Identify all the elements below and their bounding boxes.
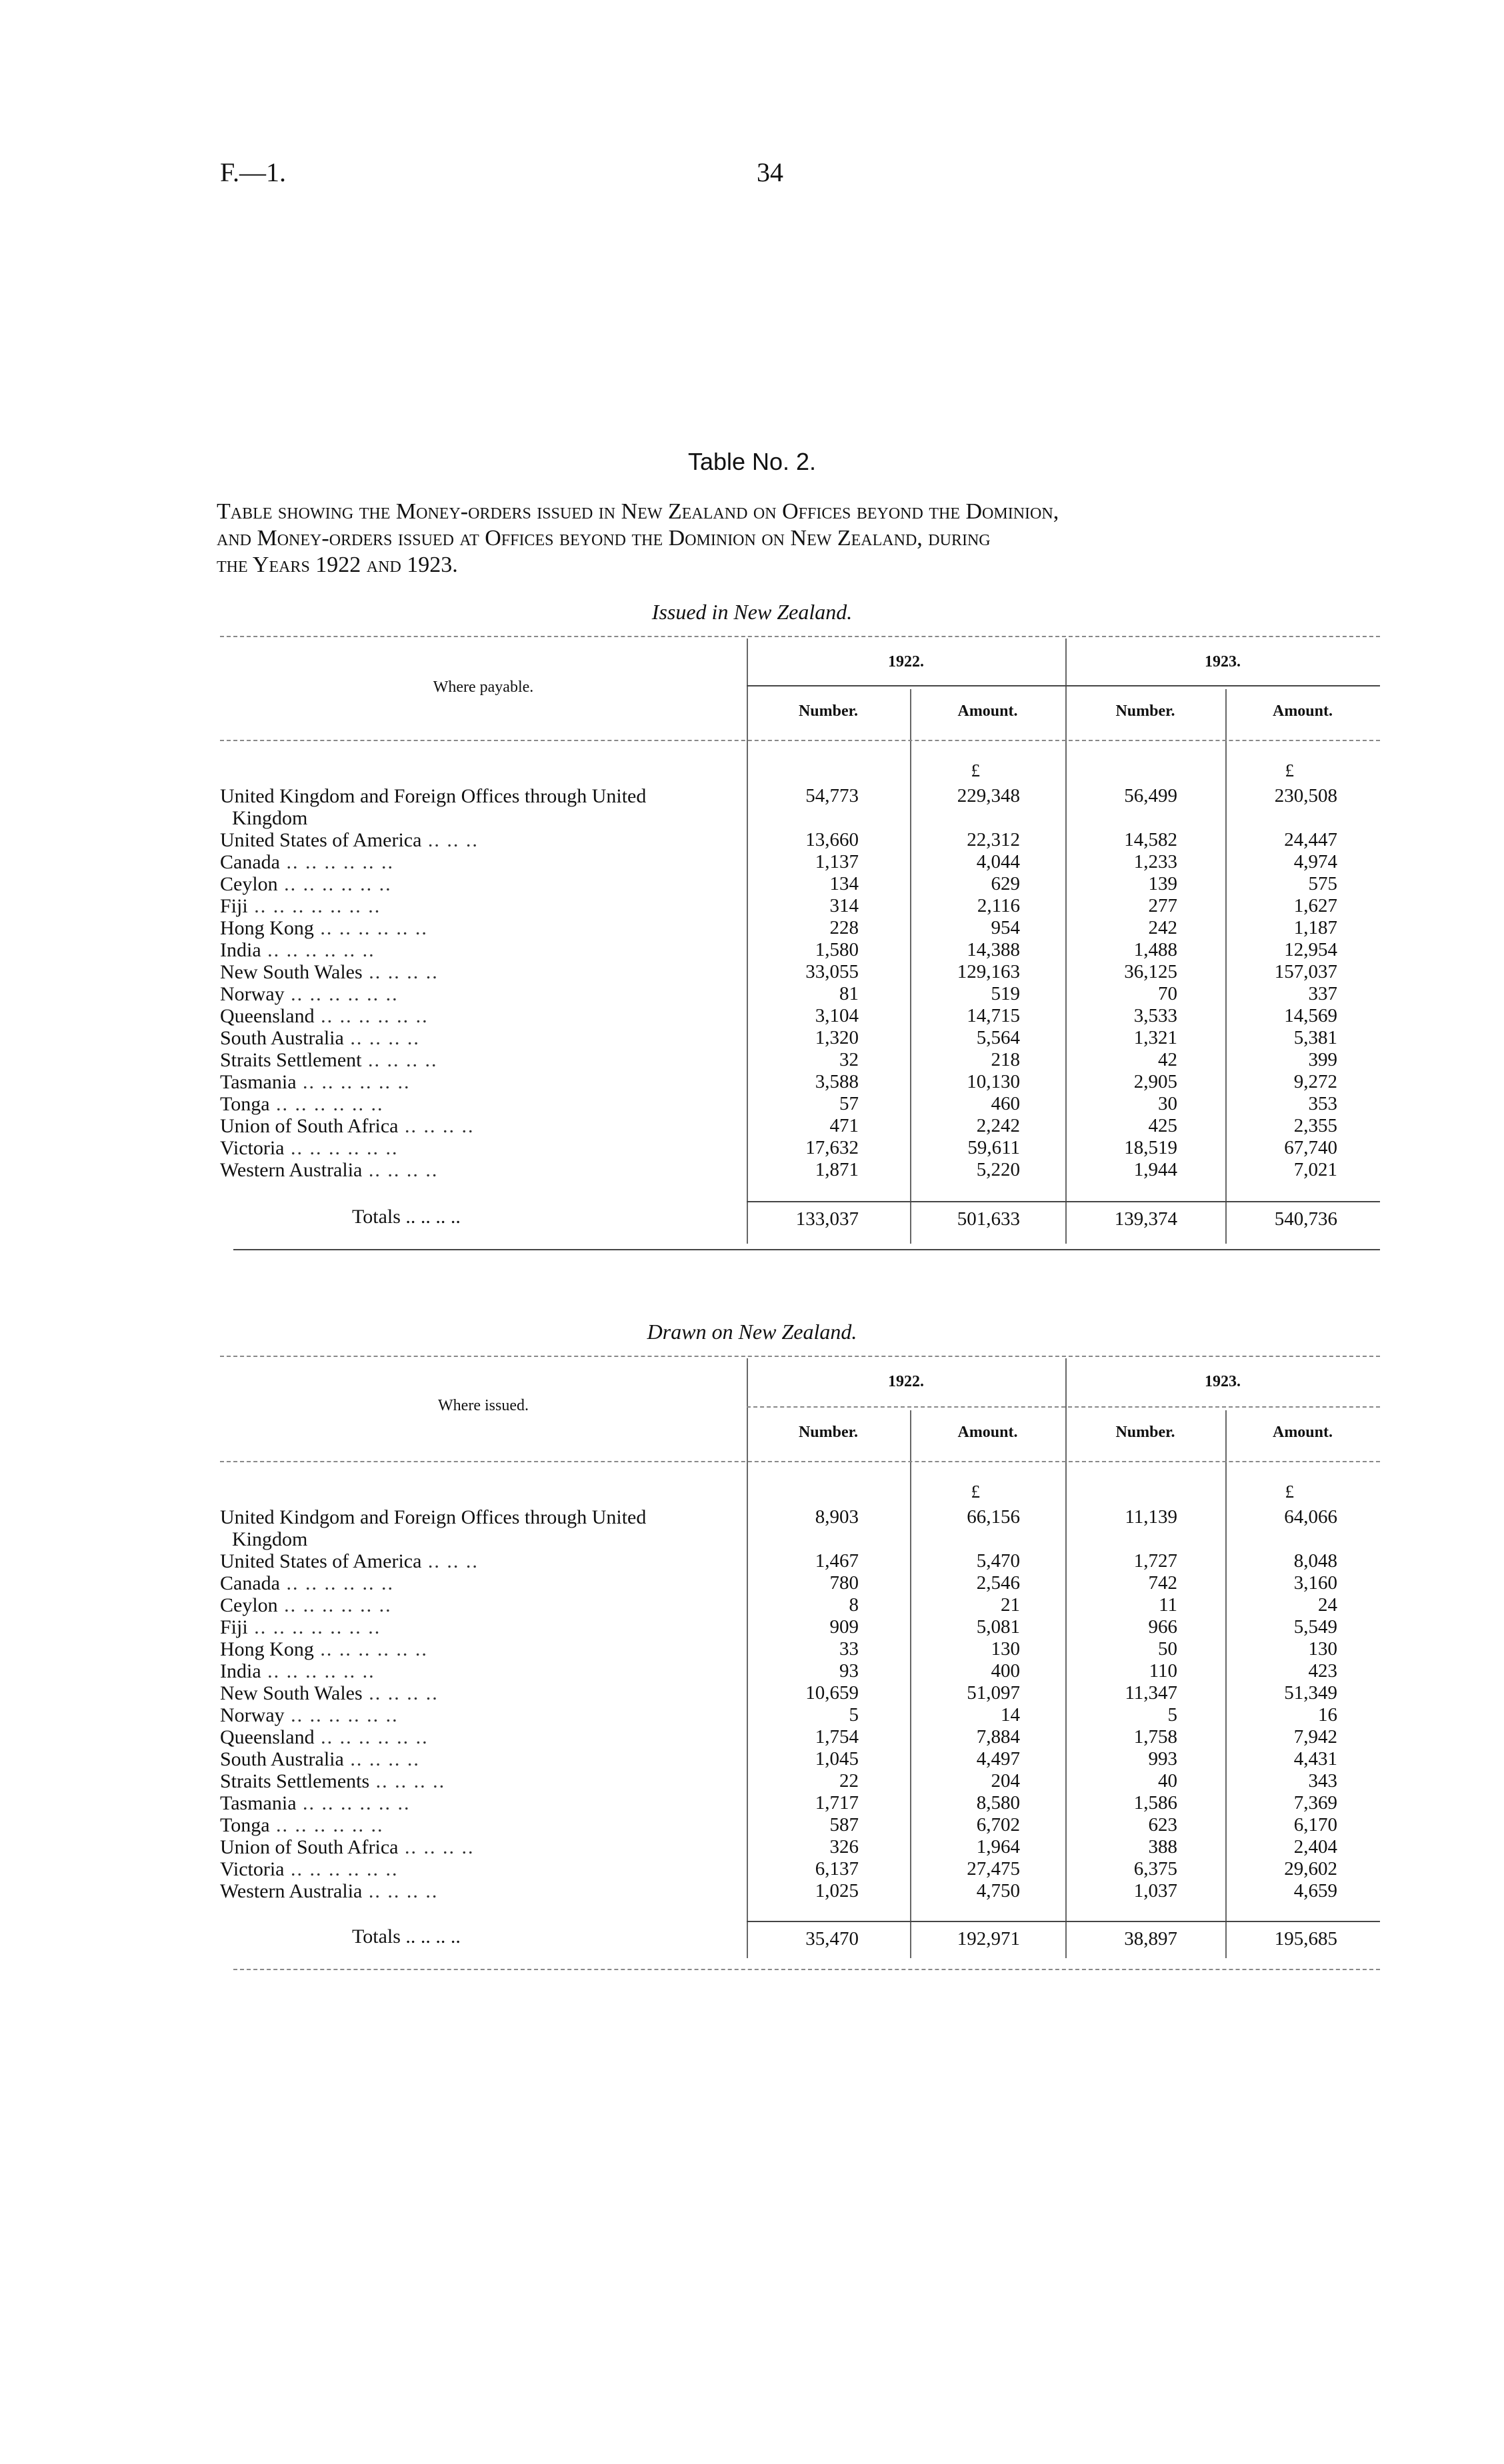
table-cell: 17,632 [805, 1137, 859, 1158]
table-cell: 4,659 [1293, 1880, 1337, 1901]
table-cell: 66,156 [967, 1506, 1020, 1528]
table-cell: 2,116 [977, 895, 1020, 916]
row-label: Tonga .. .. .. .. .. .. [220, 1093, 384, 1115]
table-cell: 229,348 [957, 785, 1020, 806]
table-cell: 24,447 [1284, 829, 1337, 850]
row-label: Western Australia .. .. .. .. [220, 1880, 439, 1902]
col-number-1922: Number. [798, 702, 859, 720]
col-number-1922: Number. [798, 1424, 859, 1441]
table-cell: 64,066 [1284, 1506, 1337, 1528]
totals-top-rule [747, 1201, 1380, 1202]
table-cell: 3,588 [815, 1071, 859, 1092]
totals-label: Totals .. .. .. .. [352, 1925, 461, 1947]
row-label: New South Wales .. .. .. .. [220, 961, 439, 983]
table-cell: 1,717 [815, 1792, 859, 1814]
header-bottom-rule [220, 740, 1380, 741]
table-cell: 4,750 [976, 1880, 1020, 1901]
table-cell: 42 [1158, 1049, 1177, 1070]
row-label: South Australia .. .. .. .. [220, 1748, 420, 1770]
table-cell: 780 [829, 1572, 859, 1594]
table-cell: 1,944 [1133, 1159, 1177, 1180]
table-caption [217, 499, 1380, 579]
table-cell: 7,021 [1293, 1159, 1337, 1180]
row-label: United Kindgom and Foreign Offices through United Kingdom [220, 1506, 647, 1550]
table-cell: 3,160 [1293, 1572, 1337, 1594]
table-cell: 1,871 [815, 1159, 859, 1180]
where-issued-header: Where issued. [438, 1397, 529, 1414]
table-cell: 40 [1158, 1770, 1177, 1792]
total-amount-1923: 540,736 [1274, 1208, 1337, 1230]
pound-sign: £ [1285, 760, 1294, 780]
table-cell: 314 [829, 895, 859, 916]
page-number: 34 [757, 157, 783, 187]
table-cell: 587 [829, 1814, 859, 1836]
row-label: Union of South Africa .. .. .. .. [220, 1836, 475, 1858]
pound-sign: £ [971, 1482, 980, 1502]
total-amount-1923: 195,685 [1274, 1928, 1337, 1949]
table-cell: 1,025 [815, 1880, 859, 1901]
row-label: Canada .. .. .. .. .. .. [220, 1572, 394, 1594]
table-cell: 54,773 [805, 785, 859, 806]
table-cell: 2,355 [1293, 1115, 1337, 1136]
table-cell: 423 [1308, 1660, 1337, 1682]
row-label: Hong Kong .. .. .. .. .. .. [220, 1638, 428, 1660]
table-cell: 18,519 [1124, 1137, 1177, 1158]
row-label: Canada .. .. .. .. .. .. [220, 851, 394, 873]
table-cell: 2,242 [976, 1115, 1020, 1136]
table-cell: 4,974 [1293, 851, 1337, 872]
table-cell: 24 [1318, 1594, 1337, 1616]
row-label: Ceylon .. .. .. .. .. .. [220, 1594, 392, 1616]
row-label: Straits Settlements .. .. .. .. [220, 1770, 446, 1792]
table-cell: 6,702 [976, 1814, 1020, 1836]
row-label: Norway .. .. .. .. .. .. [220, 1704, 399, 1726]
row-label: Queensland .. .. .. .. .. .. [220, 1005, 429, 1027]
pound-sign: £ [971, 760, 980, 780]
row-label: Tasmania .. .. .. .. .. .. [220, 1071, 411, 1093]
year-header-1923: 1923. [1205, 1373, 1241, 1390]
table-cell: 33,055 [805, 961, 859, 982]
table-cell: 5,081 [976, 1616, 1020, 1638]
table-bottom-rule [233, 1249, 1380, 1250]
table-cell: 157,037 [1274, 961, 1337, 982]
table-cell: 6,375 [1133, 1858, 1177, 1879]
year-header-rule [747, 685, 1380, 686]
table-cell: 5 [849, 1704, 859, 1726]
table-cell: 21 [1001, 1594, 1020, 1616]
col-number-1923: Number. [1115, 702, 1175, 720]
table-cell: 2,905 [1133, 1071, 1177, 1092]
caption-line: the Years 1922 and 1923. [217, 553, 458, 577]
table-cell: 1,758 [1133, 1726, 1177, 1748]
page-reference: F.—1. [220, 157, 287, 187]
table-cell: 14,715 [967, 1005, 1020, 1026]
table-cell: 326 [829, 1836, 859, 1857]
table-cell: 11 [1159, 1594, 1177, 1616]
table-cell: 67,740 [1284, 1137, 1337, 1158]
table-cell: 388 [1148, 1836, 1177, 1857]
table-cell: 742 [1148, 1572, 1177, 1594]
table-cell: 5,564 [976, 1027, 1020, 1048]
row-label: New South Wales .. .. .. .. [220, 1682, 439, 1704]
table-cell: 130 [1308, 1638, 1337, 1660]
table-cell: 8,580 [976, 1792, 1020, 1814]
total-number-1923: 38,897 [1124, 1928, 1177, 1949]
row-label: South Australia .. .. .. .. [220, 1027, 420, 1049]
year-header-1923: 1923. [1205, 653, 1241, 670]
table-cell: 1,320 [815, 1027, 859, 1048]
table-cell: 7,369 [1293, 1792, 1337, 1814]
total-number-1922: 35,470 [805, 1928, 859, 1949]
row-label: Victoria .. .. .. .. .. .. [220, 1858, 399, 1880]
row-label: Fiji .. .. .. .. .. .. .. [220, 895, 381, 917]
table-cell: 1,137 [815, 851, 859, 872]
table-cell: 343 [1308, 1770, 1337, 1792]
table-cell: 1,627 [1293, 895, 1337, 916]
table-cell: 460 [991, 1093, 1020, 1114]
totals-top-rule [747, 1921, 1380, 1922]
table-cell: 11,347 [1125, 1682, 1177, 1704]
table-cell: 5,470 [976, 1550, 1020, 1572]
table-top-rule [220, 636, 1380, 637]
table-cell: 3,104 [815, 1005, 859, 1026]
table-cell: 134 [829, 873, 859, 894]
where-payable-header: Where payable. [433, 678, 534, 696]
table-cell: 139 [1148, 873, 1177, 894]
table-cell: 29,602 [1284, 1858, 1337, 1879]
table-cell: 5,549 [1293, 1616, 1337, 1638]
table-cell: 110 [1149, 1660, 1177, 1682]
table-cell: 30 [1158, 1093, 1177, 1114]
row-label: Queensland .. .. .. .. .. .. [220, 1726, 429, 1748]
table-cell: 400 [991, 1660, 1020, 1682]
row-label: United States of America .. .. .. [220, 1550, 479, 1572]
table-cell: 1,321 [1133, 1027, 1177, 1048]
table-cell: 399 [1308, 1049, 1337, 1070]
row-label: India .. .. .. .. .. .. [220, 1660, 375, 1682]
year-header-1922: 1922. [888, 653, 924, 670]
table-cell: 1,187 [1293, 917, 1337, 938]
table-cell: 56,499 [1124, 785, 1177, 806]
table-cell: 130 [991, 1638, 1020, 1660]
row-label: Norway .. .. .. .. .. .. [220, 983, 399, 1005]
table-cell: 6,137 [815, 1858, 859, 1879]
table-cell: 7,942 [1293, 1726, 1337, 1748]
row-label: Hong Kong .. .. .. .. .. .. [220, 917, 428, 939]
table-cell: 425 [1148, 1115, 1177, 1136]
table-cell: 5 [1167, 1704, 1177, 1726]
row-label: United States of America .. .. .. [220, 829, 479, 851]
row-label: Tonga .. .. .. .. .. .. [220, 1814, 384, 1836]
col-amount-1922: Amount. [957, 702, 1018, 720]
table-bottom-rule [233, 1969, 1380, 1970]
table-cell: 1,754 [815, 1726, 859, 1748]
header-bottom-rule [220, 1461, 1380, 1462]
row-label: India .. .. .. .. .. .. [220, 939, 375, 961]
table-cell: 16 [1318, 1704, 1337, 1726]
table-cell: 230,508 [1274, 785, 1337, 806]
table-cell: 70 [1158, 983, 1177, 1004]
table-cell: 14,388 [967, 939, 1020, 960]
table-cell: 277 [1148, 895, 1177, 916]
table-cell: 13,660 [805, 829, 859, 850]
total-number-1923: 139,374 [1114, 1208, 1177, 1230]
year-header-rule [747, 1406, 1380, 1408]
table-cell: 36,125 [1124, 961, 1177, 982]
table-cell: 242 [1148, 917, 1177, 938]
table-cell: 8 [849, 1594, 859, 1616]
table-cell: 1,580 [815, 939, 859, 960]
totals-label: Totals .. .. .. .. [352, 1206, 461, 1228]
table-number: Table No. 2. [687, 448, 817, 475]
table-cell: 909 [829, 1616, 859, 1638]
table-cell: 57 [839, 1093, 859, 1114]
table-cell: 59,611 [967, 1137, 1020, 1158]
table-cell: 7,884 [976, 1726, 1020, 1748]
row-label: Fiji .. .. .. .. .. .. .. [220, 1616, 381, 1638]
table-cell: 4,431 [1293, 1748, 1337, 1770]
table-cell: 575 [1308, 873, 1337, 894]
table-cell: 954 [991, 917, 1020, 938]
table-cell: 93 [839, 1660, 859, 1682]
table-cell: 337 [1308, 983, 1337, 1004]
caption-line: Table showing the Money-orders issued in New Zealand on Offices beyond the Dominion, [217, 499, 1059, 524]
table-cell: 10,130 [967, 1071, 1020, 1092]
table-cell: 10,659 [805, 1682, 859, 1704]
table-cell: 1,045 [815, 1748, 859, 1770]
table-cell: 4,044 [976, 851, 1020, 872]
col-amount-1923: Amount. [1272, 702, 1333, 720]
table-cell: 3,533 [1133, 1005, 1177, 1026]
table-cell: 51,349 [1284, 1682, 1337, 1704]
row-label: Victoria .. .. .. .. .. .. [220, 1137, 399, 1159]
table-cell: 966 [1148, 1616, 1177, 1638]
table-cell: 353 [1308, 1093, 1337, 1114]
col-number-1923: Number. [1115, 1424, 1175, 1441]
table-cell: 81 [839, 983, 859, 1004]
table-cell: 228 [829, 917, 859, 938]
table-cell: 6,170 [1293, 1814, 1337, 1836]
table-cell: 14 [1001, 1704, 1020, 1726]
table-cell: 14,569 [1284, 1005, 1337, 1026]
table-cell: 993 [1148, 1748, 1177, 1770]
table-cell: 22,312 [967, 829, 1020, 850]
table-cell: 1,467 [815, 1550, 859, 1572]
table-cell: 218 [991, 1049, 1020, 1070]
table-cell: 1,727 [1133, 1550, 1177, 1572]
table-cell: 51,097 [967, 1682, 1020, 1704]
table-cell: 623 [1148, 1814, 1177, 1836]
row-label: Ceylon .. .. .. .. .. .. [220, 873, 392, 895]
table-cell: 11,139 [1125, 1506, 1177, 1528]
table-cell: 4,497 [976, 1748, 1020, 1770]
table-cell: 9,272 [1293, 1071, 1337, 1092]
caption-line: and Money-orders issued at Offices beyond the Dominion on New Zealand, during [217, 526, 991, 551]
row-label: United Kingdom and Foreign Offices through United Kingdom [220, 785, 647, 829]
table-cell: 1,964 [976, 1836, 1020, 1857]
table-cell: 5,381 [1293, 1027, 1337, 1048]
col-amount-1922: Amount. [957, 1424, 1018, 1441]
table-cell: 519 [991, 983, 1020, 1004]
row-label: Tasmania .. .. .. .. .. .. [220, 1792, 411, 1814]
table-cell: 33 [839, 1638, 859, 1660]
table-cell: 32 [839, 1049, 859, 1070]
table-cell: 8,048 [1293, 1550, 1337, 1572]
table-cell: 629 [991, 873, 1020, 894]
table-cell: 8,903 [815, 1506, 859, 1528]
total-amount-1922: 501,633 [957, 1208, 1020, 1230]
section-subtitle-issued: Issued in New Zealand. [651, 600, 853, 624]
table-cell: 14,582 [1124, 829, 1177, 850]
table-cell: 129,163 [957, 961, 1020, 982]
year-header-1922: 1922. [888, 1373, 924, 1390]
section-subtitle-drawn: Drawn on New Zealand. [647, 1320, 857, 1344]
table-cell: 2,546 [976, 1572, 1020, 1594]
table-cell: 22 [839, 1770, 859, 1792]
total-amount-1922: 192,971 [957, 1928, 1020, 1949]
row-label: Union of South Africa .. .. .. .. [220, 1115, 475, 1137]
table-cell: 27,475 [967, 1858, 1020, 1879]
col-amount-1923: Amount. [1272, 1424, 1333, 1441]
table-cell: 1,037 [1133, 1880, 1177, 1901]
total-number-1922: 133,037 [795, 1208, 859, 1230]
table-cell: 471 [829, 1115, 859, 1136]
table-cell: 1,233 [1133, 851, 1177, 872]
table-cell: 2,404 [1293, 1836, 1337, 1857]
table-cell: 12,954 [1284, 939, 1337, 960]
table-cell: 5,220 [976, 1159, 1020, 1180]
table-cell: 50 [1158, 1638, 1177, 1660]
table-cell: 1,586 [1133, 1792, 1177, 1814]
table-cell: 204 [991, 1770, 1020, 1792]
table-top-rule [220, 1356, 1380, 1357]
pound-sign: £ [1285, 1482, 1294, 1502]
row-label: Western Australia .. .. .. .. [220, 1159, 439, 1181]
table-cell: 1,488 [1133, 939, 1177, 960]
row-label: Straits Settlement .. .. .. .. [220, 1049, 438, 1071]
